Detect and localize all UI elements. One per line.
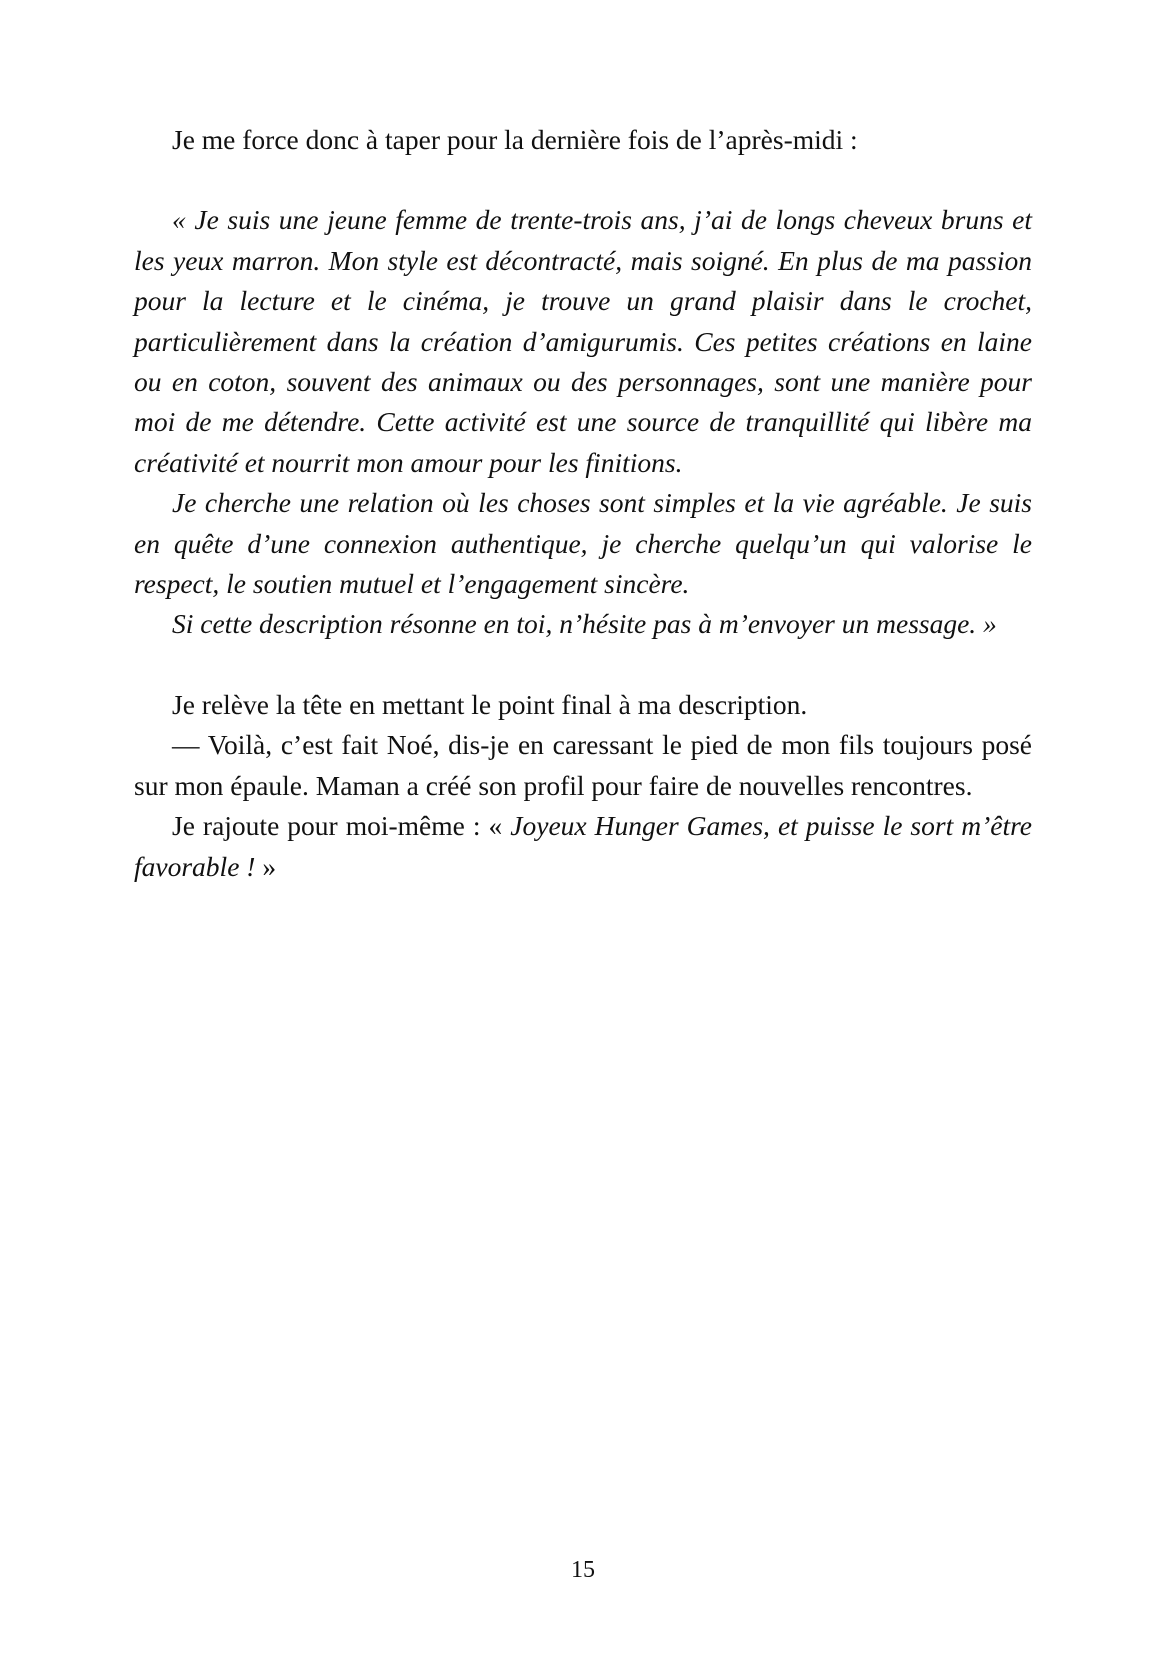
blank-line [134, 645, 1032, 685]
final-paragraph-suffix: » [255, 850, 277, 882]
profile-quote-paragraph-3: Si cette description résonne en toi, n’hésite pas à m’envoyer un message. » [172, 608, 997, 640]
blank-line [134, 160, 1032, 200]
narration-paragraph-2: — Voilà, c’est fait Noé, dis-je en caressant le pied de mon fils toujours posé sur mon épaule. Maman a créé son profil pour faire de nouvelles rencontres. [134, 729, 1032, 801]
page-number: 15 [571, 1557, 595, 1583]
final-paragraph [134, 806, 1032, 887]
profile-quote-paragraph-1: « Je suis une jeune femme de trente-trois ans, j’ai de longs cheveux bruns et les yeux marron. Mon style est décontracté, mais soigné. En plus de ma passion pour la lecture et le cinéma, je trouve un grand plaisir dans le crochet, particulièrement dans la création d’amigurumis. Ces petites créations en laine ou en coton, souvent des animaux ou des personnages, sont une manière pour moi de me détendre. Cette activité est une source de tranquillité qui libère ma créativité et nourrit mon amour pour les finitions. [134, 204, 1032, 478]
paragraph-intro: Je me force donc à taper pour la dernière fois de l’après-midi : [172, 124, 858, 155]
final-paragraph-italic: Joyeux Hunger Games, et puisse le sort m’être favorable ! [134, 810, 1032, 882]
final-paragraph-prefix: Je rajoute pour moi-même : « [172, 810, 503, 842]
page-body [134, 120, 1032, 887]
profile-quote-paragraph-2: Je cherche une relation où les choses sont simples et la vie agréable. Je suis en quête d’une connexion authentique, je cherche quelqu’un qui valorise le respect, le soutien mutuel et l’engagement sincère. [134, 487, 1032, 600]
narration-paragraph-1: Je relève la tête en mettant le point final à ma description. [172, 688, 808, 720]
